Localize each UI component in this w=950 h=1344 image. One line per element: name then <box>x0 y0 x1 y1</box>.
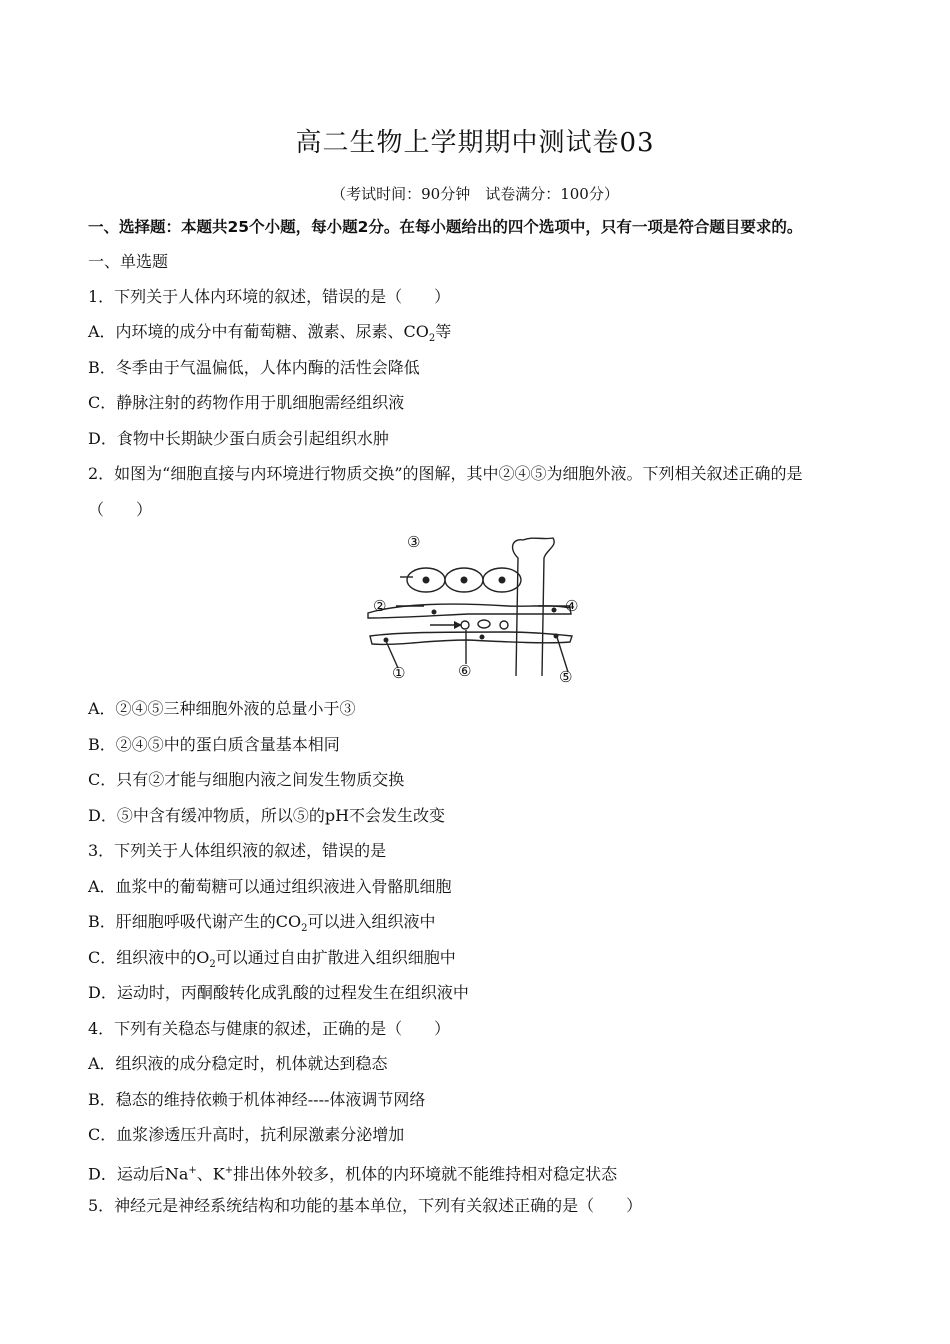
q4-d-mid: 、K <box>196 1164 225 1184</box>
q1-a-text: A．内环境的成分中有葡萄糖、激素、尿素、CO <box>88 322 429 341</box>
q2-stem: 2．如图为“细胞直接与内环境进行物质交换”的图解，其中②④⑤为细胞外液。下列相关叙述正确的是 <box>88 464 803 483</box>
q1-option-d: D．食物中长期缺少蛋白质会引起组织水肿 <box>88 429 389 448</box>
q3-b-text: B．肝细胞呼吸代谢产生的CO <box>88 912 302 931</box>
q5-stem: 5．神经元是神经系统结构和功能的基本单位，下列有关叙述正确的是（ ） <box>88 1196 643 1215</box>
q3-stem: 3．下列关于人体组织液的叙述，错误的是 <box>88 841 387 860</box>
label-6: ⑥ <box>458 662 472 680</box>
section-heading: 一、选择题：本题共25个小题，每小题2分。在每小题给出的四个选项中，只有一项是符合题目要求的。 <box>88 218 803 236</box>
q3-option-d: D．运动时，丙酮酸转化成乳酸的过程发生在组织液中 <box>88 983 469 1002</box>
q4-option-c: C．血浆渗透压升高时，抗利尿激素分泌增加 <box>88 1125 405 1144</box>
page-title: 高二生物上学期期中测试卷03 <box>295 128 655 158</box>
blood-cell-2 <box>478 620 490 628</box>
q4-stem: 4．下列有关稳态与健康的叙述，正确的是（ ） <box>88 1019 451 1038</box>
q1-option-b: B．冬季由于气温偏低，人体内酶的活性会降低 <box>88 358 420 377</box>
q1-option-a <box>88 321 451 350</box>
q3-b-tail: 可以进入组织液中 <box>307 912 436 931</box>
blood-cell-3 <box>500 621 508 629</box>
q1-stem: 1．下列关于人体内环境的叙述，错误的是（ ） <box>88 287 451 306</box>
q2-option-a: A．②④⑤三种细胞外液的总量小于③ <box>88 699 356 718</box>
q3-c-sub: 2 <box>209 959 216 971</box>
label-5: ⑤ <box>559 668 573 686</box>
label-3: ③ <box>407 533 421 551</box>
q3-c-text: C．组织液中的O <box>88 948 210 967</box>
q2-option-c: C．只有②才能与细胞内液之间发生物质交换 <box>88 770 405 789</box>
q3-option-a: A．血浆中的葡萄糖可以通过组织液进入骨骼肌细胞 <box>88 877 452 896</box>
q1-a-tail: 等 <box>435 322 452 341</box>
blood-cell-1 <box>461 621 469 629</box>
q4-option-d <box>88 1160 617 1185</box>
subsection-heading: 一、单选题 <box>88 252 169 271</box>
q3-option-b <box>88 911 436 940</box>
capillary-lower-wall <box>370 632 572 644</box>
q3-c-tail: 可以通过自由扩散进入组织细胞中 <box>215 948 456 967</box>
q3-option-c <box>88 947 456 976</box>
lymph-vessel <box>513 538 555 676</box>
q2-option-b: B．②④⑤中的蛋白质含量基本相同 <box>88 735 340 754</box>
q4-d-tail: 排出体外较多，机体的内环境就不能维持相对稳定状态 <box>233 1164 618 1184</box>
exam-info: （考试时间：90分钟 试卷满分：100分） <box>331 185 619 203</box>
q4-option-a: A．组织液的成分稳定时，机体就达到稳态 <box>88 1054 388 1073</box>
q2-option-d: D．⑤中含有缓冲物质，所以⑤的pH不会发生改变 <box>88 806 446 825</box>
q3-b-sub: 2 <box>301 923 308 935</box>
label-1: ① <box>392 664 406 682</box>
q4-d-sup2: + <box>224 1165 234 1176</box>
q2-stem-cont: （ ） <box>88 500 153 519</box>
q4-option-b: B．稳态的维持依赖于机体神经----体液调节网络 <box>88 1090 426 1109</box>
label-4: ④ <box>565 597 579 615</box>
tissue-diagram <box>358 528 598 688</box>
q4-d-sup1: + <box>188 1165 197 1176</box>
label-2: ② <box>373 597 387 615</box>
q1-option-c: C．静脉注射的药物作用于肌细胞需经组织液 <box>88 393 405 412</box>
q1-a-sub: 2 <box>428 333 436 345</box>
q4-d-text: D．运动后Na <box>88 1164 189 1184</box>
